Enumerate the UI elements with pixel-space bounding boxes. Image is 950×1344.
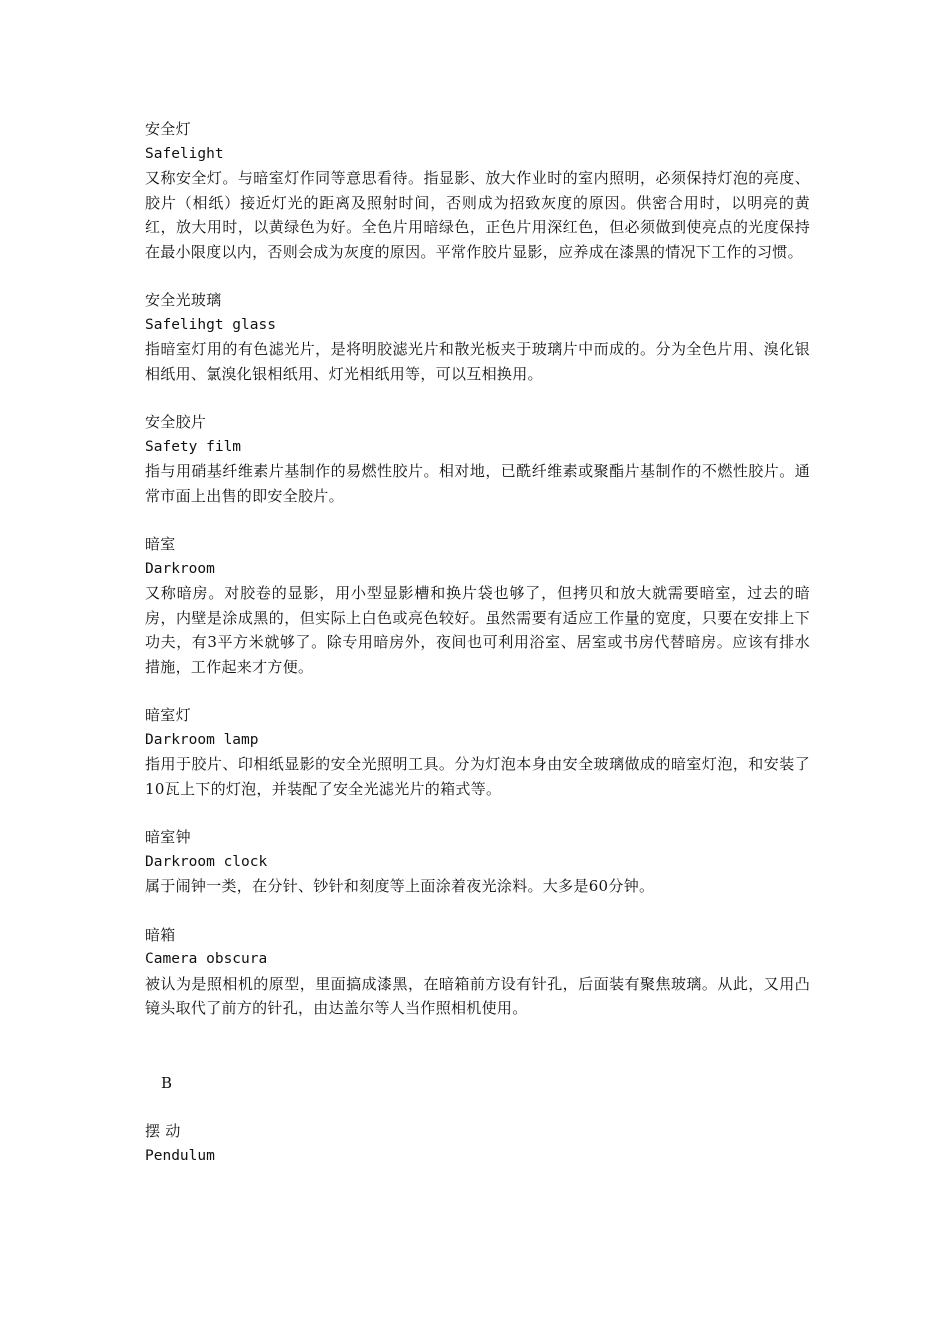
entry-description: 指暗室灯用的有色滤光片，是将明胶滤光片和散光板夹于玻璃片中而成的。分为全色片用、溴化银相纸用、氯溴化银相纸用、灯光相纸用等，可以互相换用。 <box>145 340 810 383</box>
entry-term-en: Safelight <box>145 145 224 162</box>
entry-term-en: Pendulum <box>145 1147 215 1164</box>
entry-safelight-glass <box>145 288 810 386</box>
entry-darkroom-lamp <box>145 703 810 801</box>
entry-term-en: Darkroom lamp <box>145 731 259 748</box>
entry-term-en: Darkroom <box>145 560 215 577</box>
section-heading-letter: B <box>161 1073 173 1092</box>
entry-term-en: Safety film <box>145 438 242 455</box>
entry-darkroom <box>145 532 810 679</box>
entry-description: 指用于胶片、印相纸显影的安全光照明工具。分为灯泡本身由安全玻璃做成的暗室灯泡，和安装了10瓦上下的灯泡，并装配了安全光滤光片的箱式等。 <box>145 755 810 798</box>
entry-description: 被认为是照相机的原型，里面搞成漆黑，在暗箱前方设有针孔，后面装有聚焦玻璃。从此，又用凸镜头取代了前方的针孔，由达盖尔等人当作照相机使用。 <box>145 974 810 1017</box>
entry-term-zh: 安全光玻璃 <box>145 291 222 309</box>
entry-darkroom-clock <box>145 825 810 899</box>
entry-term-en: Darkroom clock <box>145 853 268 870</box>
entry-camera-obscura <box>145 923 810 1021</box>
entry-term-zh: 暗室钟 <box>145 828 191 846</box>
entry-description: 指与用硝基纤维素片基制作的易燃性胶片。相对地，已酰纤维素或聚酯片基制作的不燃性胶片。通常市面上出售的即安全胶片。 <box>145 462 810 505</box>
entry-term-zh: 安全胶片 <box>145 413 207 431</box>
entry-term-zh: 暗室灯 <box>145 706 191 724</box>
entry-term-zh: 摆 动 <box>145 1122 181 1140</box>
entry-safety-film <box>145 410 810 508</box>
entry-term-zh: 安全灯 <box>145 120 191 138</box>
entry-description: 又称安全灯。与暗室灯作同等意思看待。指显影、放大作业时的室内照明，必须保持灯泡的亮度、胶片（相纸）接近灯光的距离及照射时间，否则成为招致灰度的原因。供密合用时，以明亮的黄红，放大用时，以黄绿色为好。全色片用暗绿色，正色片用深红色，但必须做到使亮点的光度保持在最小限度以内，否则会成为灰度的原因。平常作胶片显影，应养成在漆黑的情况下工作的习惯。 <box>145 169 810 261</box>
entry-description: 又称暗房。对胶卷的显影，用小型显影槽和换片袋也够了，但拷贝和放大就需要暗室，过去的暗房，内壁是涂成黑的，但实际上白色或亮色较好。虽然需要有适应工作量的宽度，只要在安排上下功夫，有3平方米就够了。除专用暗房外，夜间也可利用浴室、居室或书房代替暗房。应该有排水措施，工作起来才方便。 <box>145 584 810 676</box>
entry-pendulum <box>145 1119 810 1168</box>
entry-safelight <box>145 117 810 264</box>
entry-description: 属于闹钟一类，在分针、钞针和刻度等上面涂着夜光涂料。大多是60分钟。 <box>145 877 655 895</box>
entry-term-en: Safelihgt glass <box>145 316 276 333</box>
entry-term-zh: 暗室 <box>145 535 176 553</box>
entry-term-en: Camera obscura <box>145 951 268 967</box>
document-page <box>145 117 810 1192</box>
entry-term-zh: 暗箱 <box>145 925 176 944</box>
